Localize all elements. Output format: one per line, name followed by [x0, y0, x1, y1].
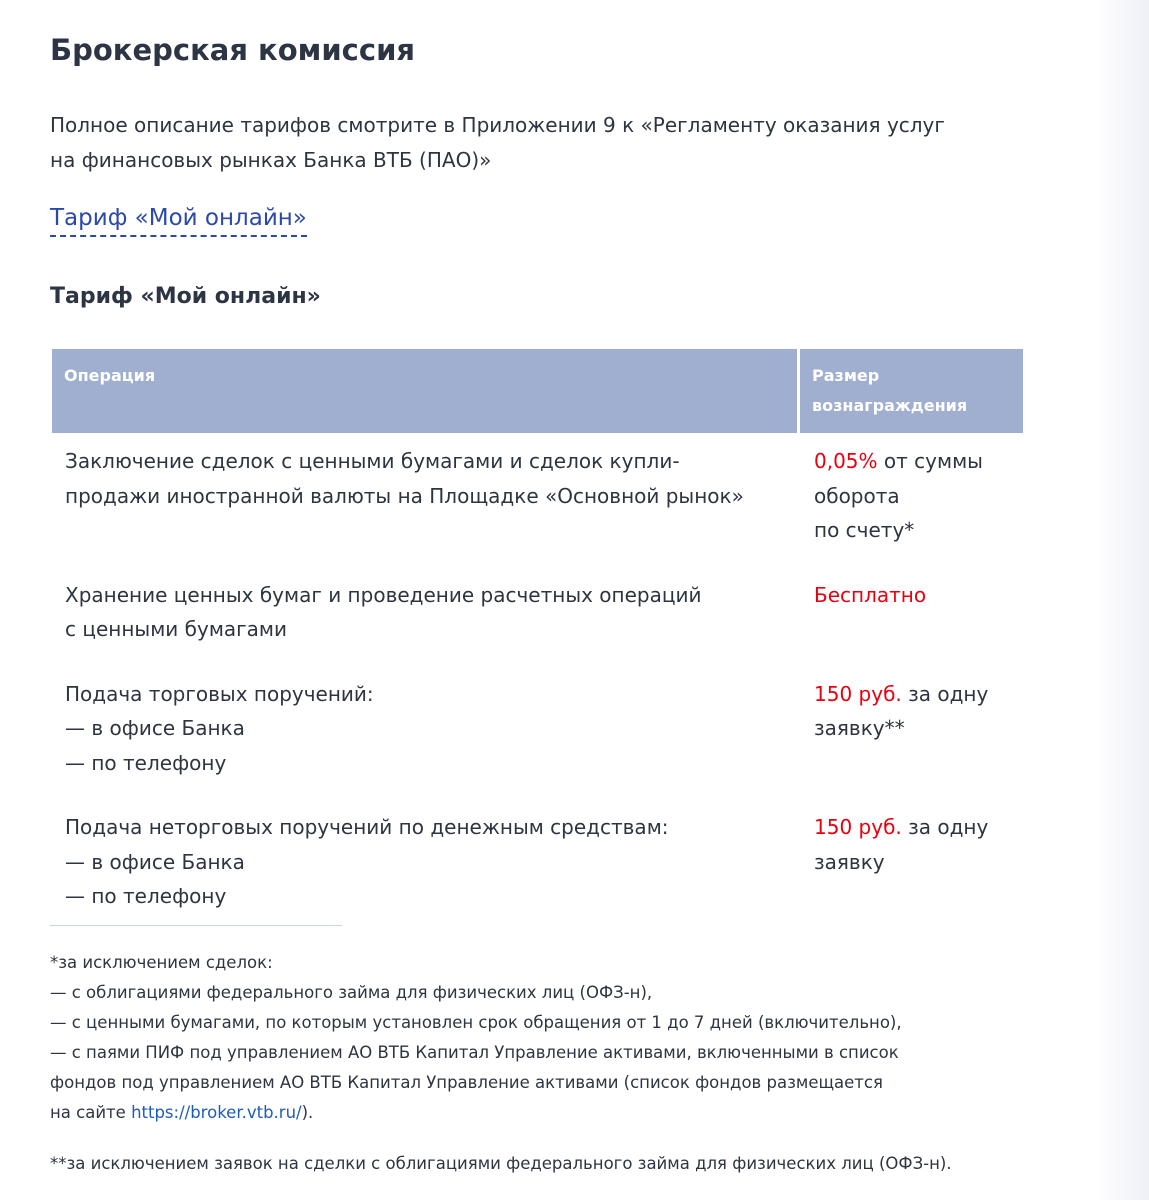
- operation-cell: [52, 799, 800, 933]
- intro-text: [50, 108, 945, 178]
- fee-line: [814, 845, 1011, 880]
- footnote-text: ).: [301, 1103, 314, 1122]
- operation-line: Заключение сделок с ценными бумагами и сделок купли-: [65, 449, 680, 473]
- fee-amount: Бесплатно: [814, 582, 927, 607]
- tariff-table: [52, 349, 1023, 933]
- operation-line: продажи иностранной валюты на Площадке «Основной рынок»: [65, 483, 744, 508]
- footnote-line: — с ценными бумагами, по которым установлен срок обращения от 1 до 7 дней (включительно),: [50, 1013, 902, 1032]
- header-fee-line: вознаграждения: [812, 396, 968, 415]
- operation-line: Подача торговых поручений:: [65, 681, 374, 706]
- fee-text: оборота: [814, 483, 900, 508]
- fee-cell: [800, 567, 1023, 666]
- operation-line: — в офисе Банка: [65, 849, 245, 874]
- table-header-row: [52, 349, 1023, 433]
- footnote-line: *за исключением сделок:: [50, 953, 273, 972]
- tariff-link[interactable]: Тариф «Мой онлайн»: [50, 201, 307, 237]
- footnote-divider: [50, 925, 342, 926]
- table-row: [52, 799, 1023, 933]
- fee-cell: [800, 799, 1023, 933]
- intro-line: Полное описание тарифов смотрите в Приложении 9 к «Регламенту оказания услуг: [50, 113, 945, 137]
- footnote-line: — с облигациями федерального займа для физических лиц (ОФЗ-н),: [50, 983, 653, 1002]
- operation-cell: [52, 567, 800, 666]
- table-row: [52, 433, 1023, 567]
- fee-line: [814, 513, 1011, 548]
- fee-amount: 150 руб.: [814, 681, 902, 706]
- operation-cell: [52, 666, 800, 800]
- footnote-1: [50, 948, 902, 1128]
- fee-line: [814, 479, 1011, 514]
- fee-line: [814, 810, 1011, 845]
- fee-line: [814, 677, 1011, 712]
- fee-text: по счету*: [814, 518, 915, 542]
- footnote-line: фондов под управлением АО ВТБ Капитал Управление активами (список фондов размещается: [50, 1073, 883, 1092]
- fee-text: за одну: [901, 815, 989, 839]
- fee-cell: [800, 433, 1023, 567]
- fee-amount: 0,05%: [814, 449, 878, 473]
- operation-cell: [52, 433, 800, 567]
- section-title: Тариф «Мой онлайн»: [50, 284, 321, 309]
- fee-text: за одну: [901, 681, 989, 706]
- footnote-line: [50, 1098, 902, 1128]
- fee-text: от суммы: [877, 449, 983, 473]
- intro-line: на финансовых рынках Банка ВТБ (ПАО)»: [50, 148, 492, 172]
- page-title: Брокерская комиссия: [50, 33, 416, 67]
- broker-site-link[interactable]: https://broker.vtb.ru/: [131, 1103, 302, 1122]
- table-row: [52, 567, 1023, 666]
- fee-amount: 150 руб.: [814, 815, 902, 839]
- fee-cell: [800, 666, 1023, 800]
- header-fee-line: Размер: [812, 366, 880, 385]
- operation-line: — по телефону: [65, 884, 227, 908]
- fee-text: заявку: [814, 849, 885, 874]
- fee-text: заявку**: [814, 716, 905, 740]
- header-operation: Операция: [52, 349, 800, 433]
- operation-line: — по телефону: [65, 750, 227, 775]
- footnote-text: на сайте: [50, 1103, 132, 1122]
- operation-line: с ценными бумагами: [65, 617, 288, 641]
- table-row: [52, 666, 1023, 800]
- fee-line: [814, 444, 1011, 479]
- footnote-line: — с паями ПИФ под управлением АО ВТБ Капитал Управление активами, включенными в список: [50, 1043, 899, 1062]
- operation-line: Хранение ценных бумаг и проведение расчетных операций: [65, 582, 702, 607]
- fee-line: [814, 711, 1011, 746]
- fee-line: [814, 578, 1011, 613]
- footnote-2: **за исключением заявок на сделки с облигациями федерального займа для физических лиц (ОФЗ-н).: [50, 1154, 952, 1173]
- header-fee: [800, 349, 1023, 433]
- operation-line: — в офисе Банка: [65, 716, 245, 740]
- operation-line: Подача неторговых поручений по денежным средствам:: [65, 815, 669, 839]
